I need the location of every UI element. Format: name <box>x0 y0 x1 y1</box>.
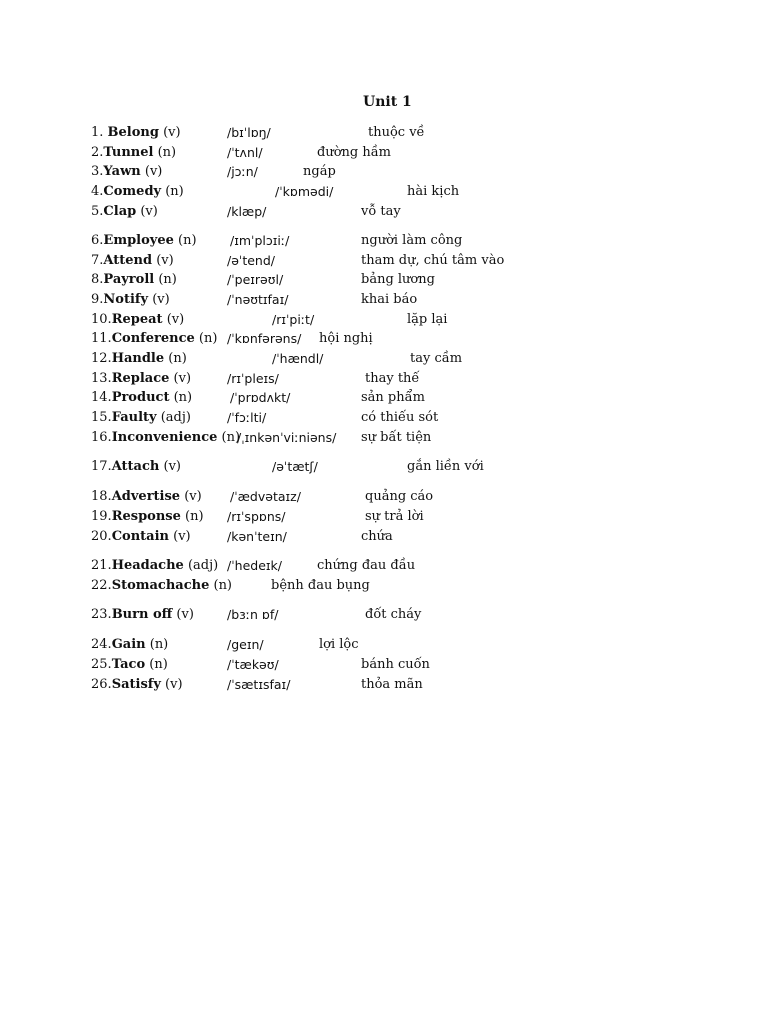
vocab-word: Attend <box>103 253 153 268</box>
vocab-number: 1. <box>91 125 108 140</box>
vocab-row <box>0 676 768 694</box>
vocab-part-of-speech: (v) <box>140 164 163 179</box>
page-title: Unit 1 <box>363 94 412 110</box>
vocab-meaning: quảng cáo <box>365 489 434 504</box>
vocab-meaning: lợi lộc <box>319 637 359 652</box>
vocab-row <box>0 232 768 250</box>
vocab-number: 26. <box>91 677 112 692</box>
vocab-row <box>0 606 768 624</box>
vocab-word: Contain <box>111 529 169 544</box>
vocab-entry <box>91 429 240 447</box>
vocab-pronunciation: /ˈhændl/ <box>272 351 324 366</box>
vocab-word: Inconvenience <box>111 430 218 445</box>
vocab-row <box>0 330 768 348</box>
vocab-word: Headache <box>111 558 184 573</box>
vocab-pronunciation: /rɪˈspɒns/ <box>227 509 286 524</box>
vocab-meaning: thỏa mãn <box>361 677 423 692</box>
vocab-row <box>0 124 768 142</box>
vocab-meaning: gắn liền với <box>407 459 484 474</box>
vocab-part-of-speech: (v) <box>148 292 170 307</box>
vocab-pronunciation: /ˈhedeɪk/ <box>227 558 282 573</box>
vocab-number: 5. <box>91 204 104 219</box>
vocab-word: Replace <box>111 371 170 386</box>
vocab-pronunciation: /əˈtætʃ/ <box>272 459 318 474</box>
vocab-pronunciation: /ɪmˈplɔɪiː/ <box>230 233 290 248</box>
vocab-pronunciation: /əˈtend/ <box>227 253 275 268</box>
vocab-row <box>0 389 768 407</box>
vocab-number: 4. <box>91 184 104 199</box>
vocab-number: 11. <box>91 331 112 346</box>
vocab-entry <box>91 370 191 388</box>
vocab-entry <box>91 557 218 575</box>
vocab-entry <box>91 183 184 201</box>
vocab-number: 25. <box>91 657 112 672</box>
vocab-pronunciation: /ˈtækəʊ/ <box>227 657 279 672</box>
vocab-entry <box>91 508 204 526</box>
vocab-part-of-speech: (v) <box>180 489 202 504</box>
vocab-meaning: bảng lương <box>361 272 435 287</box>
vocab-row <box>0 488 768 506</box>
vocab-word: Belong <box>107 125 159 140</box>
vocab-entry <box>91 203 158 221</box>
vocab-row <box>0 528 768 546</box>
vocab-row <box>0 656 768 674</box>
vocab-entry <box>91 458 181 476</box>
vocab-entry <box>91 291 170 309</box>
vocab-number: 10. <box>91 312 112 327</box>
vocab-row <box>0 429 768 447</box>
vocab-pronunciation: /bɜːn ɒf/ <box>227 607 279 622</box>
vocab-part-of-speech: (v) <box>168 529 191 544</box>
vocab-row <box>0 458 768 476</box>
vocab-part-of-speech: (n) <box>153 145 177 160</box>
vocab-part-of-speech: (n) <box>169 390 193 405</box>
vocab-row <box>0 183 768 201</box>
vocab-pronunciation: /ˌɪnkənˈviːniəns/ <box>237 430 337 445</box>
vocab-pronunciation: /kənˈteɪn/ <box>227 529 287 544</box>
vocab-number: 20. <box>91 529 112 544</box>
vocab-pronunciation: /klæp/ <box>227 204 267 219</box>
vocab-pronunciation: /ˈnəʊtɪfaɪ/ <box>227 292 289 307</box>
vocab-word: Taco <box>111 657 146 672</box>
vocab-pronunciation: /ˈkɒmədi/ <box>275 184 334 199</box>
vocab-entry <box>91 232 197 250</box>
vocab-number: 3. <box>91 164 104 179</box>
vocab-number: 17. <box>91 459 112 474</box>
vocab-meaning: tham dự, chú tâm vào <box>361 253 505 268</box>
vocab-part-of-speech: (n) <box>209 578 233 593</box>
vocab-row <box>0 577 768 595</box>
vocab-word: Attach <box>111 459 160 474</box>
vocab-meaning: sự bất tiện <box>361 430 432 445</box>
vocab-word: Notify <box>103 292 149 307</box>
vocab-meaning: chứng đau đầu <box>317 558 416 573</box>
vocab-entry <box>91 163 162 181</box>
vocab-entry <box>91 606 194 624</box>
vocab-row <box>0 370 768 388</box>
vocab-meaning: chứa <box>361 529 393 544</box>
vocab-pronunciation: /ˈpeɪrəʊl/ <box>227 272 284 287</box>
vocab-entry <box>91 389 192 407</box>
vocab-word: Payroll <box>103 272 155 287</box>
vocab-word: Faulty <box>111 410 157 425</box>
vocab-word: Advertise <box>111 489 181 504</box>
vocab-part-of-speech: (adj) <box>183 558 219 573</box>
vocab-row <box>0 252 768 270</box>
vocab-number: 16. <box>91 430 112 445</box>
vocab-pronunciation: /geɪn/ <box>227 637 264 652</box>
vocab-entry <box>91 656 168 674</box>
vocab-word: Clap <box>103 204 137 219</box>
vocab-number: 7. <box>91 253 104 268</box>
vocab-meaning: bệnh đau bụng <box>271 578 370 593</box>
vocab-meaning: khai báo <box>361 292 418 307</box>
vocab-number: 13. <box>91 371 112 386</box>
vocab-word: Tunnel <box>103 145 154 160</box>
vocab-meaning: bánh cuốn <box>361 657 430 672</box>
vocab-entry <box>91 144 176 162</box>
vocab-word: Handle <box>111 351 165 366</box>
vocab-word: Product <box>111 390 170 405</box>
vocab-entry <box>91 271 177 289</box>
vocab-number: 14. <box>91 390 112 405</box>
vocab-part-of-speech: (n) <box>173 233 197 248</box>
vocab-part-of-speech: (n) <box>145 637 169 652</box>
vocab-word: Conference <box>111 331 195 346</box>
vocab-pronunciation: /rɪˈpleɪs/ <box>227 371 279 386</box>
vocab-number: 9. <box>91 292 104 307</box>
vocab-entry <box>91 528 191 546</box>
vocab-part-of-speech: (v) <box>159 459 181 474</box>
vocab-meaning: ngáp <box>303 164 336 179</box>
vocab-part-of-speech: (n) <box>217 430 241 445</box>
vocab-pronunciation: /ˈtʌnl/ <box>227 145 263 160</box>
vocab-meaning: sản phẩm <box>361 390 425 405</box>
vocab-part-of-speech: (adj) <box>156 410 191 425</box>
vocab-row <box>0 508 768 526</box>
vocab-pronunciation: /ˈsætɪsfaɪ/ <box>227 677 291 692</box>
vocab-part-of-speech: (v) <box>162 312 185 327</box>
vocab-entry <box>91 676 183 694</box>
vocab-meaning: lặp lại <box>407 312 448 327</box>
vocab-part-of-speech: (n) <box>180 509 204 524</box>
vocab-meaning: thay thế <box>365 371 420 386</box>
vocab-number: 6. <box>91 233 104 248</box>
vocab-word: Comedy <box>103 184 162 199</box>
vocab-row <box>0 144 768 162</box>
vocab-pronunciation: /ˈkɒnfərəns/ <box>227 331 302 346</box>
vocab-part-of-speech: (v) <box>158 125 181 140</box>
vocab-pronunciation: /ˈfɔːlti/ <box>227 410 267 425</box>
vocab-row <box>0 636 768 654</box>
vocab-row <box>0 203 768 221</box>
vocab-part-of-speech: (v) <box>169 371 192 386</box>
vocab-word: Burn off <box>111 607 173 622</box>
vocab-part-of-speech: (v) <box>172 607 194 622</box>
vocab-pronunciation: /rɪˈpiːt/ <box>272 312 315 327</box>
vocab-meaning: hội nghị <box>319 331 373 346</box>
vocab-row <box>0 291 768 309</box>
vocab-pronunciation: /ˈædvətaɪz/ <box>230 489 301 504</box>
vocab-meaning: người làm công <box>361 233 463 248</box>
vocab-pronunciation: /jɔːn/ <box>227 164 258 179</box>
vocab-row <box>0 163 768 181</box>
vocab-meaning: vỗ tay <box>361 204 401 219</box>
vocab-part-of-speech: (n) <box>154 272 177 287</box>
vocab-meaning: tay cầm <box>410 351 463 366</box>
vocab-part-of-speech: (n) <box>161 184 184 199</box>
vocab-entry <box>91 350 187 368</box>
vocab-part-of-speech: (n) <box>164 351 187 366</box>
vocab-number: 21. <box>91 558 112 573</box>
vocab-word: Yawn <box>103 164 141 179</box>
vocab-entry <box>91 409 191 427</box>
vocab-word: Response <box>111 509 181 524</box>
vocab-meaning: đốt cháy <box>365 607 422 622</box>
vocab-word: Employee <box>103 233 174 248</box>
vocab-entry <box>91 488 202 506</box>
vocab-entry <box>91 311 184 329</box>
vocab-number: 15. <box>91 410 112 425</box>
vocab-part-of-speech: (v) <box>152 253 174 268</box>
vocab-number: 23. <box>91 607 112 622</box>
vocab-word: Repeat <box>111 312 163 327</box>
vocab-row <box>0 311 768 329</box>
vocab-row <box>0 350 768 368</box>
vocab-row <box>0 271 768 289</box>
vocab-word: Gain <box>111 637 146 652</box>
vocab-pronunciation: /bɪˈlɒŋ/ <box>227 125 271 140</box>
vocab-meaning: hài kịch <box>407 184 460 199</box>
vocab-number: 8. <box>91 272 104 287</box>
vocab-number: 19. <box>91 509 112 524</box>
vocab-meaning: thuộc về <box>368 125 425 140</box>
vocab-number: 24. <box>91 637 112 652</box>
vocab-row <box>0 409 768 427</box>
vocab-word: Satisfy <box>111 677 161 692</box>
vocab-part-of-speech: (v) <box>136 204 158 219</box>
vocab-part-of-speech: (n) <box>145 657 168 672</box>
vocab-entry <box>91 636 168 654</box>
vocab-part-of-speech: (v) <box>160 677 183 692</box>
vocab-number: 22. <box>91 578 112 593</box>
vocab-number: 2. <box>91 145 104 160</box>
vocab-part-of-speech: (n) <box>194 331 218 346</box>
vocab-meaning: đường hầm <box>317 145 392 160</box>
vocab-meaning: sự trả lời <box>365 509 424 524</box>
vocab-entry <box>91 252 174 270</box>
vocab-number: 18. <box>91 489 112 504</box>
vocab-meaning: có thiếu sót <box>361 410 439 425</box>
vocab-word: Stomachache <box>111 578 210 593</box>
vocab-entry <box>91 330 217 348</box>
vocab-pronunciation: /ˈprɒdʌkt/ <box>230 390 291 405</box>
vocab-number: 12. <box>91 351 112 366</box>
vocab-entry <box>91 124 181 142</box>
vocab-entry <box>91 577 232 595</box>
vocab-row <box>0 557 768 575</box>
